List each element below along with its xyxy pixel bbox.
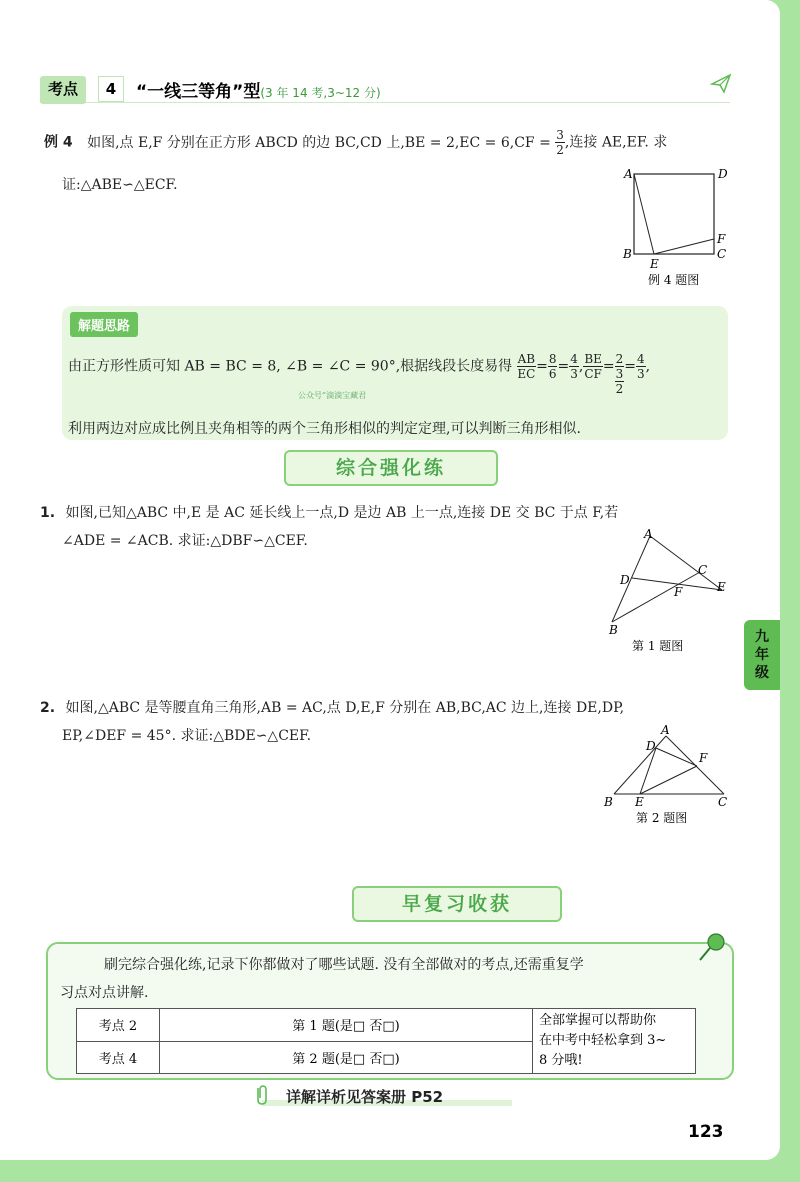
- page-number: 123: [688, 1122, 724, 1142]
- section-number: 4: [98, 76, 124, 102]
- frac-den: EC: [517, 367, 536, 381]
- review-table: [76, 1008, 696, 1074]
- q1-line-2: ∠ADE = ∠ACB. 求证:△DBF∽△CEF.: [62, 533, 308, 549]
- q2-fig-a: A: [661, 723, 670, 737]
- review-line-1: 刷完综合强化练,记录下你都做对了哪些试题. 没有全部做对的考点,还需重复学: [104, 957, 584, 973]
- q2-fig-b: B: [604, 795, 613, 809]
- q1-figure: [600, 526, 735, 660]
- example-caption: 例 4 题图: [648, 273, 700, 287]
- frac-4-3: [569, 352, 579, 381]
- example-text-b: ,连接 AE,EF. 求: [564, 134, 668, 151]
- example-line-2: 证:△ABE∽△ECF.: [62, 177, 178, 193]
- frac-den: 6: [548, 367, 557, 381]
- q1-fig-f: F: [674, 585, 683, 599]
- fig-label-e: E: [650, 257, 659, 271]
- q1-fig-c: C: [698, 563, 708, 577]
- q2-fig-c: C: [718, 795, 728, 809]
- q2-line-2: EP,∠DEF = 45°. 求证:△BDE∽△CEF.: [62, 728, 312, 744]
- frac-num: AB: [517, 352, 536, 366]
- frac-4-3-b: [636, 352, 646, 381]
- fig-label-b: B: [623, 247, 632, 261]
- comma: ,: [645, 358, 651, 375]
- pushpin-icon: [694, 930, 734, 966]
- q1-number: 1.: [40, 505, 56, 521]
- q1-text-1: 如图,已知△ABC 中,E 是 AC 延长线上一点,D 是边 AB 上一点,连接 DE 交 BC 于点 F,若: [65, 505, 619, 521]
- note-line: 全部掌握可以帮助你: [539, 1013, 657, 1028]
- frac-num: 4: [637, 352, 645, 366]
- q2-line-1: [40, 697, 624, 717]
- frac-2-3-2: [615, 352, 625, 396]
- cf-numerator: 3: [556, 128, 564, 142]
- banner-review: 早复习收获: [352, 886, 562, 922]
- hint-line-2: 利用两边对应成比例且夹角相等的两个三角形相似的判定定理,可以判断三角形相似.: [68, 421, 581, 437]
- frac-den: 3: [637, 367, 645, 381]
- equals: =: [557, 358, 570, 375]
- grade-tab-char: 年: [755, 647, 769, 663]
- fig-label-f: F: [717, 232, 726, 246]
- section-title-text: “一线三等角”型: [136, 82, 261, 102]
- q1-line-1: [40, 502, 618, 522]
- frac-be-cf: [583, 352, 603, 381]
- equals: =: [536, 358, 548, 375]
- q2-fig-e: E: [635, 795, 644, 809]
- paper-plane-icon: [710, 72, 732, 94]
- section-title: [136, 77, 381, 102]
- section-header: [40, 76, 730, 103]
- equals: =: [624, 358, 636, 375]
- grade-tab-char: 级: [755, 665, 769, 681]
- q2-text-1: 如图,△ABC 是等腰直角三角形,AB = AC,点 D,E,F 分别在 AB,BC,AC 边上,连接 DE,DP,: [65, 700, 625, 716]
- grade-tab-char: 九: [755, 629, 769, 645]
- table-row: [77, 1009, 696, 1042]
- example-line-1: [44, 128, 667, 157]
- cf-denominator: 2: [556, 143, 564, 157]
- frac-den-top: 3: [615, 367, 624, 381]
- comma: ,: [578, 358, 584, 375]
- hint-text-1: 由正方形性质可知 AB = BC = 8, ∠B = ∠C = 90°,根据线段长度易得: [68, 358, 513, 375]
- table-cell-point: 考点 2: [77, 1009, 160, 1042]
- review-line-2: 习点对点讲解.: [60, 985, 149, 1001]
- fig-label-c: C: [717, 247, 727, 261]
- q2-caption: 第 2 题图: [636, 811, 688, 825]
- q1-fig-b: B: [609, 623, 618, 637]
- frac-num: 8: [548, 352, 557, 366]
- q1-fig-a: A: [644, 527, 653, 541]
- answer-reference: 详解详析见答案册 P52: [286, 1088, 444, 1106]
- fig-label-a: A: [624, 167, 633, 181]
- equals: =: [602, 358, 615, 375]
- frac-den: CF: [584, 367, 602, 381]
- table-cell-note: [533, 1009, 696, 1074]
- q2-figure: [600, 722, 735, 828]
- frac-ab-ec: [517, 352, 536, 381]
- frac-den-bot: 2: [615, 382, 624, 396]
- grade-tab: [744, 620, 780, 690]
- watermark: 公众号“滴滴宝藏君: [298, 391, 367, 400]
- frac-num: BE: [584, 352, 602, 366]
- example-text-a: 如图,点 E,F 分别在正方形 ABCD 的边 BC,CD 上,BE = 2,EC = 6,CF =: [87, 134, 551, 151]
- q2-fig-f: F: [699, 751, 708, 765]
- frac-den: 3: [570, 367, 578, 381]
- note-line: 在中考中轻松拿到 3~: [539, 1033, 667, 1048]
- paperclip-icon: [252, 1084, 270, 1106]
- fraction-cf: [555, 128, 565, 157]
- table-cell-point: 考点 4: [77, 1041, 160, 1074]
- q1-fig-e: E: [717, 580, 726, 594]
- example-figure: [616, 164, 736, 290]
- fig-label-d: D: [718, 167, 728, 181]
- q2-number: 2.: [40, 700, 56, 716]
- hint-tag: 解题思路: [70, 312, 138, 337]
- banner-practice: 综合强化练: [284, 450, 498, 486]
- table-cell-question[interactable]: 第 2 题(是□ 否□): [160, 1041, 533, 1074]
- table-cell-question[interactable]: 第 1 题(是□ 否□): [160, 1009, 533, 1042]
- section-tag: 考点: [40, 76, 86, 104]
- section-subtitle: (3 年 14 考,3~12 分): [260, 86, 381, 100]
- example-label: 例 4: [44, 134, 73, 151]
- q1-caption: 第 1 题图: [632, 639, 684, 653]
- q1-fig-d: D: [620, 573, 630, 587]
- note-line: 8 分哦!: [539, 1053, 583, 1068]
- frac-num: 4: [570, 352, 578, 366]
- q2-fig-d: D: [646, 739, 656, 753]
- frac-num: 2: [615, 352, 624, 366]
